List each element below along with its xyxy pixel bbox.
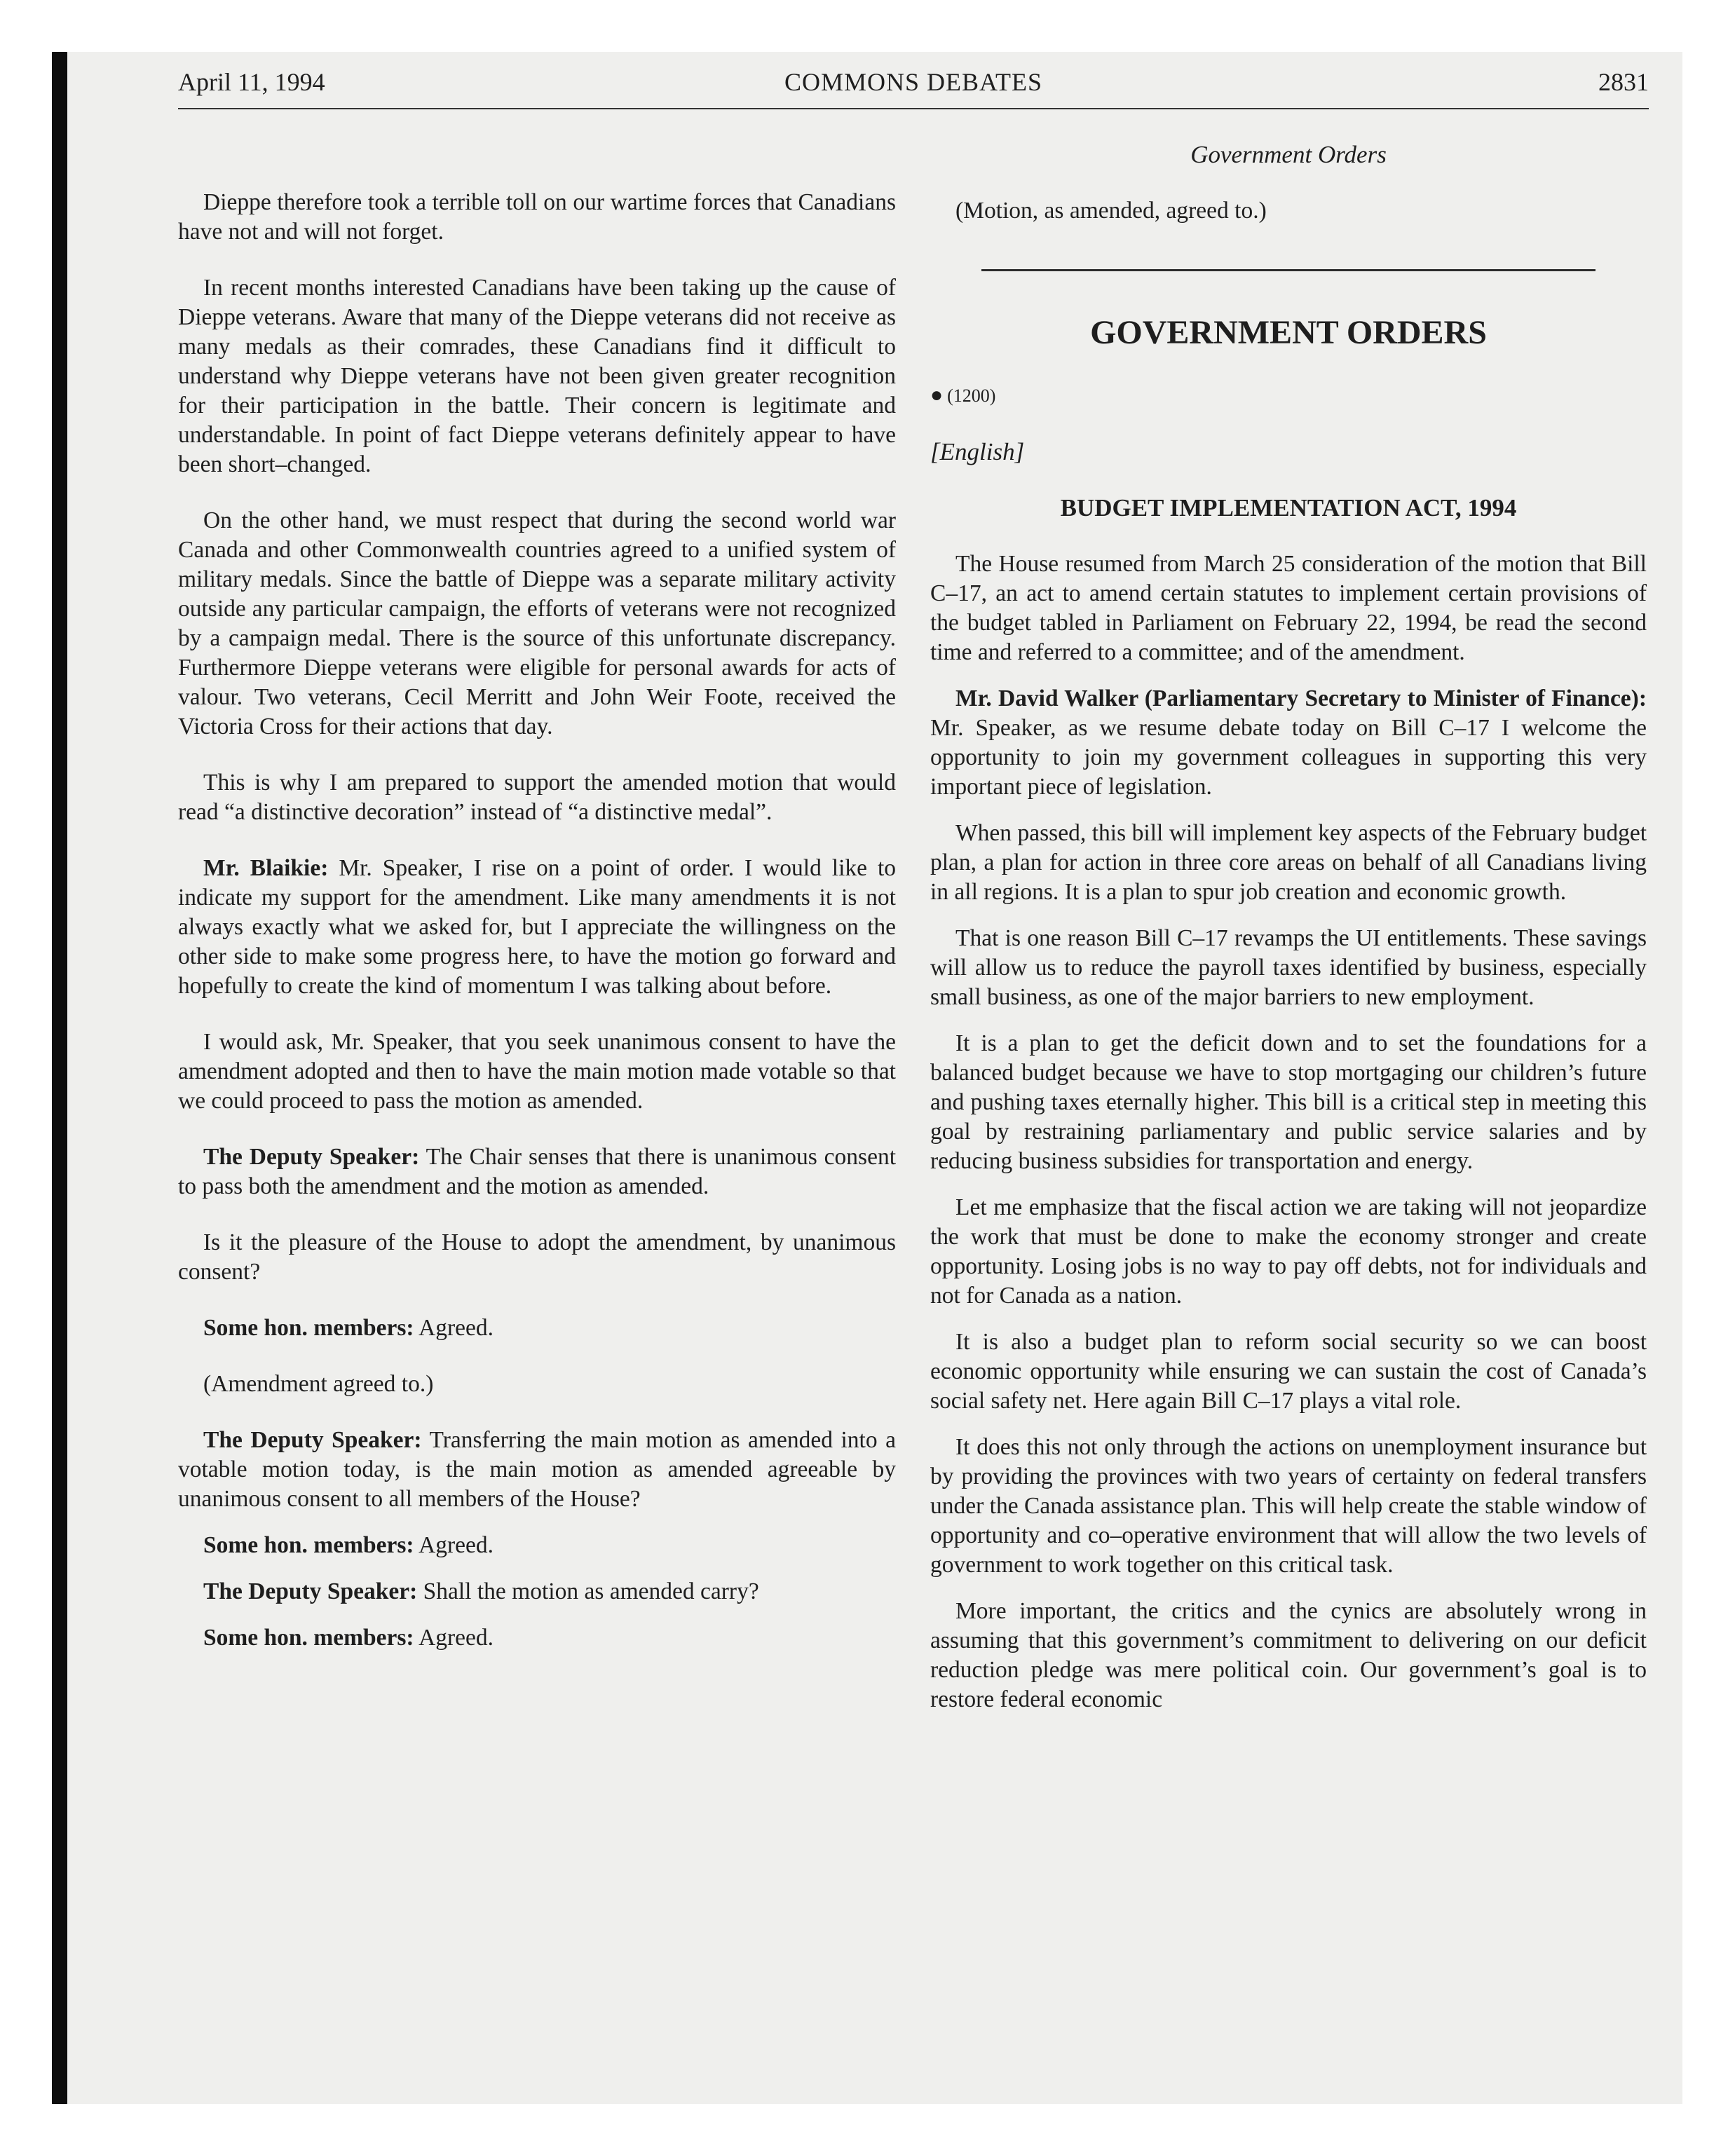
speech-paragraph xyxy=(178,1623,896,1653)
header-rule xyxy=(178,108,1649,109)
header-publication: COMMONS DEBATES xyxy=(784,68,1043,96)
paragraph: Let me emphasize that the fiscal action we are taking will not jeopardize the work that must be done to make the economy stronger and create opportunity. Losing jobs is no way to pay off debts, not for individuals and not for Canada as a nation. xyxy=(930,1194,1647,1309)
speech-text: Agreed. xyxy=(414,1625,494,1651)
speech-text: Mr. Speaker, as we resume debate today on Bill C–17 I welcome the opportunity to join my government colleagues in supporting this very important piece of legislation. xyxy=(930,715,1647,800)
speaker-name: Mr. David Walker (Parliamentary Secretary to Minister of Finance): xyxy=(955,685,1647,711)
speaker-name: The Deputy Speaker: xyxy=(203,1427,422,1453)
page-header xyxy=(178,67,1649,107)
paragraph: Dieppe therefore took a terrible toll on our wartime forces that Canadians have not and will not forget. xyxy=(178,189,896,245)
speaker-name: Some hon. members: xyxy=(203,1532,414,1558)
speaker-name: The Deputy Speaker: xyxy=(203,1578,418,1604)
paragraph: On the other hand, we must respect that during the second world war Canada and other Commonwealth countries agreed to a unified system of military medals. Since the battle of Dieppe was a separate military activity outside any particular campaign, the efforts of veterans were not recognized by a campaign medal. There is the source of this unfortunate discrepancy. Furthermore Dieppe veterans were eligible for personal awards for acts of valour. Two veterans, Cecil Merritt and John Weir Foote, received the Victoria Cross for their actions that day. xyxy=(178,507,896,739)
paragraph: This is why I am prepared to support the amended motion that would read “a distinctive decoration” instead of “a distinctive medal”. xyxy=(178,770,896,825)
paragraph: The House resumed from March 25 consideration of the motion that Bill C–17, an act to amend certain statutes to implement certain provisions of the budget tabled in Parliament on February 22, 1994, be read the second time and referred to a committee; and of the amendment. xyxy=(930,551,1647,665)
speech-text: Transferring the main motion as amended into a votable motion today, is the main motion as amended agreeable by unanimous consent to all members of the House? xyxy=(178,1427,896,1512)
motion-result: (Motion, as amended, agreed to.) xyxy=(955,198,1267,224)
section-divider xyxy=(981,269,1595,271)
header-date: April 11, 1994 xyxy=(178,68,325,96)
paragraph: More important, the critics and the cynics are absolutely wrong in assuming that this government’s commitment to delivering on our deficit reduction pledge was mere political coin. Our government’s goal is to restore federal economic xyxy=(930,1598,1647,1712)
paragraph: In recent months interested Canadians have been taking up the cause of Dieppe veterans. Aware that many of the Dieppe veterans did not receive as many medals as their comrades, these Canadians find it difficult to understand why Dieppe veterans have not been given greater recognition for their participation in the battle. Their concern is legitimate and understandable. In point of fact Dieppe veterans definitely appear to have been short–changed. xyxy=(178,275,896,477)
paragraph: It is a plan to get the deficit down and to set the foundations for a balanced budget because we have to stop mortgaging our children’s future and pushing taxes eternally higher. This bill is a critical step in meeting this goal by restraining parliamentary and public service salaries and by reducing business subsidies for transportation and energy. xyxy=(930,1030,1647,1174)
bill-title: BUDGET IMPLEMENTATION ACT, 1994 xyxy=(1060,494,1517,521)
paragraph: Is it the pleasure of the House to adopt the amendment, by unanimous consent? xyxy=(178,1229,896,1285)
speech-paragraph xyxy=(178,1577,896,1606)
speaker-name: The Deputy Speaker: xyxy=(203,1144,420,1170)
paragraph: When passed, this bill will implement key aspects of the February budget plan, a plan for action in three core areas on behalf of all Canadians living in all regions. It is a plan to spur job creation and economic growth. xyxy=(930,820,1647,905)
speech-text: Agreed. xyxy=(414,1532,494,1558)
left-column xyxy=(178,188,896,1670)
paragraph: That is one reason Bill C–17 revamps the UI entitlements. These savings will allow us to reduce the payroll taxes identified by business, especially small business, as one of the major barriers to new employment. xyxy=(930,925,1647,1010)
paragraph: (Amendment agreed to.) xyxy=(203,1371,434,1397)
speech-paragraph xyxy=(178,1531,896,1560)
speaker-name: Some hon. members: xyxy=(203,1315,414,1341)
timestamp xyxy=(930,381,1647,411)
speech-text: Mr. Speaker, I rise on a point of order. I would like to indicate my support for the amendment. Like many amendments it is not always exactly what we asked for, but I appreciate the willingness on the other side to make some progress here, to have the motion go forward and hopefully to create the kind of momentum I was talking about before. xyxy=(178,855,897,999)
running-head: Government Orders xyxy=(1190,141,1387,168)
speech-paragraph xyxy=(178,1142,896,1201)
paragraph: I would ask, Mr. Speaker, that you seek unanimous consent to have the amendment adopted and then to have the main motion made votable so that we could proceed to pass the motion as amended. xyxy=(178,1029,896,1114)
speech-paragraph xyxy=(178,854,896,1001)
paragraph: It is also a budget plan to reform social security so we can boost economic opportunity while ensuring we can sustain the cost of Canada’s social safety net. Here again Bill C–17 plays a vital role. xyxy=(930,1329,1647,1414)
speaker-name: Some hon. members: xyxy=(203,1625,414,1651)
header-page-number: 2831 xyxy=(1598,68,1649,96)
speech-text: Agreed. xyxy=(414,1315,494,1341)
paragraph: It does this not only through the actions on unemployment insurance but by providing the provinces with two years of certainty on federal transfers under the Canada assistance plan. This will help create the stable window of opportunity and co–operative environment that will allow the two levels of government to work together on this critical task. xyxy=(930,1434,1647,1578)
scan-edge-bar xyxy=(52,52,67,2104)
speech-text: Shall the motion as amended carry? xyxy=(417,1578,759,1604)
right-column xyxy=(930,140,1647,1731)
speech-paragraph xyxy=(930,684,1647,802)
speaker-name: Mr. Blaikie: xyxy=(203,855,329,881)
section-title: GOVERNMENT ORDERS xyxy=(1090,314,1487,351)
language-tag: [English] xyxy=(930,438,1025,465)
speech-paragraph xyxy=(178,1426,896,1514)
timestamp-text: (1200) xyxy=(947,386,996,406)
speech-text: The Chair senses that there is unanimous consent to pass both the amendment and the motion as amended. xyxy=(178,1144,896,1199)
speech-paragraph xyxy=(178,1314,896,1343)
bullet-icon: ● xyxy=(930,383,944,407)
